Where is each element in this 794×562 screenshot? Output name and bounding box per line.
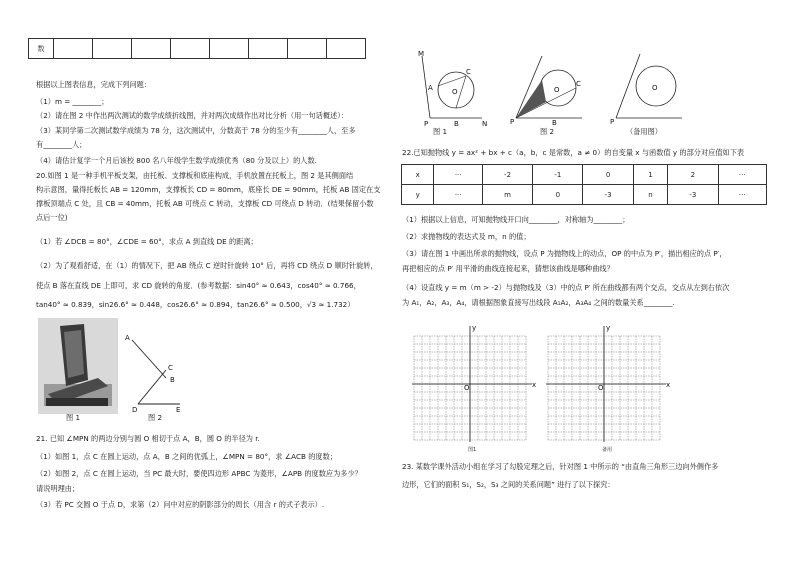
x-axis-label: x [532,381,537,389]
score-table [28,38,366,59]
p22-line1: 22.已知抛物线 y = ax² + bx + c（a，b，c 是常数，a ≠ 0）的自变量 x 与函数值 y 的部分对应值如下表 [402,148,745,157]
p20-q1: （1）若 ∠DCB = 80°，∠CDE = 60°，求点 A 到直线 DE 的距离； [36,237,258,246]
xy-cell: 0 [583,165,633,185]
p22-q4a: （4）设直线 y = m（m > -2）与抛物线及（3）中的点 P′ 所在曲线都有两个交点，交点从左到右依次 [402,283,730,292]
fig2-label-C: C [576,80,581,88]
grid2-caption: 备用 [602,447,613,453]
p20-line2: 构示意图，量得托板长 AB = 120mm，支撑板长 CD = 80mm，底座长 DE = 90mm，托板 AB 固定在支 [36,185,381,194]
p20-line1: 20.如图 1 是一种手机平板支架，由托板、支撑板和底座构成，手机放置在托板上，图 2 是其侧面结 [36,171,354,180]
xy-cell: ··· [718,165,766,185]
p22-q3a: （3）请在图 1 中画出所求的抛物线，设点 P 为抛物线上的动点，OP 的中点为 P′，描出相应的点 P′， [402,249,727,258]
phone-stand-photo [38,318,118,414]
p20-line3: 撑板顶端点 C 处，且 CB = 40mm，托板 AB 可绕点 C 转动，支撑板 CD 可绕点 D 转动．(结果保留小数 [36,199,374,208]
table-cell [210,39,249,59]
fig1-label-P: P [424,120,429,128]
fig1-label-M: M [418,50,425,58]
x-axis-label: x [666,381,671,389]
y-axis-label: y [606,324,611,332]
q19-3: （3）某同学第二次测试数学成绩为 78 分，这次测试中，分数高于 78 分的至少有________人，至多 [36,126,356,135]
fig1-label-N: N [482,120,488,128]
q19-2: （2）请在图 2 中作出两次测试的数学成绩折线图，并对两次成绩作出对比分析（用一句话概述）： [36,111,348,120]
p22-q1: （1）根据以上信息，可知抛物线开口向________，对称轴为________； [402,215,630,224]
label-A: A [125,334,130,342]
p23-line1: 23. 某数学课外活动小组在学习了勾股定理之后，针对图 1 中所示的 “由直角三角形三边向外侧作多 [402,462,719,471]
coordinate-grid-1 [408,322,536,448]
table-cell [171,39,210,59]
p20-q2a: （2）为了观看舒适，在（1）的情况下，把 AB 绕点 C 逆时针旋转 10° 后，再将 CD 绕点 D 顺时针旋转， [36,261,378,270]
label-E: E [176,406,181,414]
fig1-label-O: O [452,88,458,96]
y-axis-label: y [472,324,477,332]
q19-3b: 有________人； [36,140,87,149]
table-cell [132,39,171,59]
xy-cell: 0 [533,185,583,205]
p22-q3b: 再把相应的点 P′ 用平滑的曲线连接起来，猜想该曲线是哪种曲线？ [402,264,614,273]
p21-q1: （1）如图 1，点 C 在圆上运动，点 A，B 之间的优弧上，∠MPN = 80°，求 ∠ACB 的度数； [36,452,337,461]
p21-q2b: 请说明理由； [36,484,80,493]
xy-table [401,164,767,205]
p23-line2: 边形，它们的面积 S₁，S₂，S₃ 之间的关系问题” 进行了以下探究： [402,480,615,489]
xy-cell: m [482,185,532,205]
fig2-label-P: P [510,118,515,126]
circle-fig3-caption: （备用图） [626,127,662,136]
stand-diagram [118,326,188,418]
xy-cell: ··· [434,185,482,205]
xy-cell: y [402,185,434,205]
table-cell [288,39,327,59]
circle-fig2 [508,52,588,126]
p21-q2a: （2）如图 2，点 C 在圆上运动，当 PC 最大时，要使四边形 APBC 为菱形，∠APB 的度数应为多少？ [36,469,362,478]
p21-line1: 21. 已知 ∠MPN 的两边分别与圆 O 相切于点 A，B，圆 O 的半径为 r. [36,434,260,443]
p21-q3: （3）若 PC 交圆 O 于点 D，求第（2）问中对应的阴影部分的周长（用含 r 的式子表示）. [36,500,325,509]
fig1-label-C: C [466,68,471,76]
circle-fig1 [410,48,490,128]
p20-line4: 点后一位) [36,213,68,222]
xy-cell: 2 [668,165,718,185]
xy-cell: -3 [668,185,718,205]
circle-fig2-caption: 图 2 [540,127,555,136]
circle-fig1-caption: 图 1 [433,127,448,136]
fig3-label-O: O [652,84,658,92]
xy-cell: ··· [434,165,482,185]
fig3-label-P: P [610,118,615,126]
table-row-label: 数 [29,39,54,59]
label-B: B [170,376,175,384]
xy-cell: ··· [718,185,766,205]
fig1-label-A: A [428,84,433,92]
label-D: D [132,406,138,414]
xy-cell: x [402,165,434,185]
xy-cell: n [633,185,667,205]
label-C: C [168,364,173,372]
xy-cell: 1 [633,165,667,185]
fig2-caption: 图 2 [148,413,163,422]
fig1-caption: 图 1 [66,413,81,422]
table-cell [54,39,93,59]
fig2-label-B: B [552,119,557,127]
origin-label: O [598,384,604,392]
intro-text: 根据以上图表信息，完成下列问题： [36,80,152,89]
xy-cell: -1 [533,165,583,185]
p22-q2: （2）求抛物线的表达式及 m，n 的值； [402,232,531,241]
coordinate-grid-2 [542,322,670,448]
p20-q2c: tan40° ≈ 0.839，sin26.6° ≈ 0.448，cos26.6° ≈ 0.894，tan26.6° ≈ 0.500，√3 ≈ 1.732） [36,300,355,309]
fig1-label-B: B [454,120,459,128]
table-cell [249,39,288,59]
table-cell [327,39,366,59]
p20-q2b: 使点 B 落在直线 DE 上即可，求 CD 旋转的角度．(参考数据：sin40° ≈ 0.643，cos40° ≈ 0.766， [36,281,361,290]
fig2-label-O: O [554,86,560,94]
grid1-caption: 图1 [468,447,477,453]
p22-q4b: 为 A₁，A₂，A₃，A₄，请根据图象直接写出线段 A₁A₂，A₃A₄ 之间的数量关系________. [402,298,675,307]
q19-4: （4）请估计复学一个月后该校 800 名八年级学生数学成绩优秀（80 分及以上）的人数. [36,156,317,165]
q19-1: （1）m = ________； [36,97,109,106]
table-cell [93,39,132,59]
origin-label: O [464,384,470,392]
xy-cell: -3 [583,185,633,205]
xy-cell: -2 [482,165,532,185]
circle-fig3 [604,50,684,126]
